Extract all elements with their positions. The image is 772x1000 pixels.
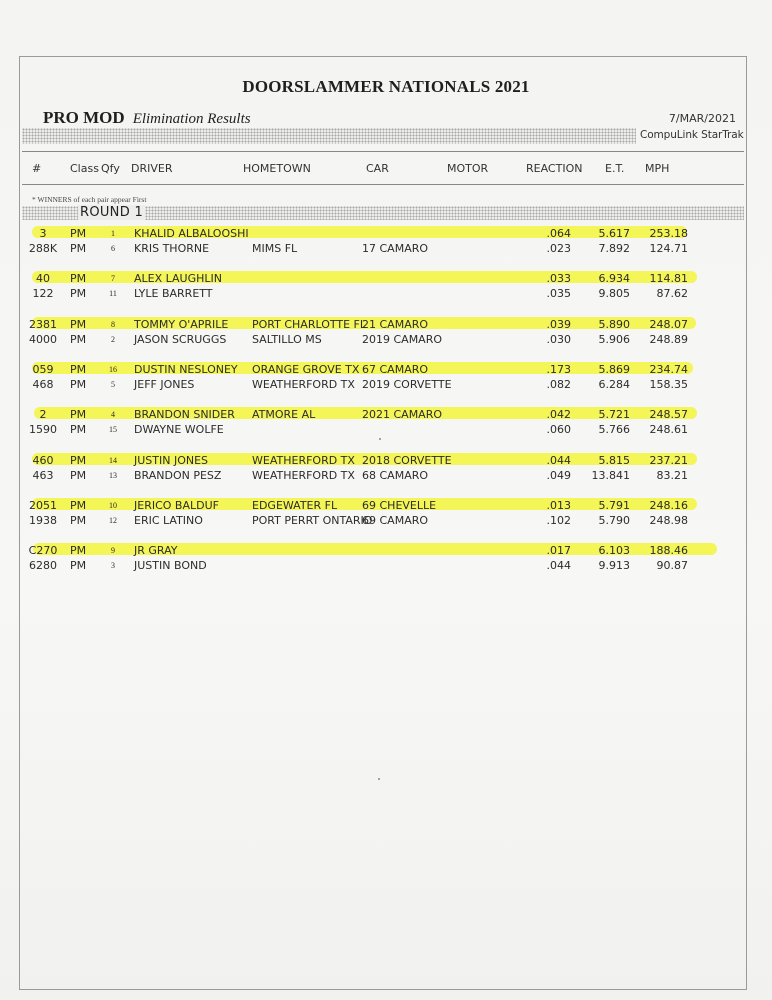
row-mph: 248.98 <box>649 514 688 527</box>
row-reaction: .044 <box>546 559 571 572</box>
row-hometown: PORT PERRT ONTARIO <box>252 514 373 527</box>
row-driver: ERIC LATINO <box>134 514 203 527</box>
row-et: 5.790 <box>598 514 630 527</box>
row-num: 2051 <box>29 499 57 512</box>
row-reaction: .039 <box>546 318 571 331</box>
row-num: 288K <box>28 242 58 255</box>
row-reaction: .102 <box>546 514 571 527</box>
row-cls: PM <box>70 423 87 436</box>
row-cls: PM <box>70 287 87 300</box>
row-et: 13.841 <box>591 469 630 482</box>
row-mph: 248.57 <box>649 408 688 421</box>
row-num: 1938 <box>29 514 57 527</box>
row-num: 1590 <box>29 423 57 436</box>
row-cls: PM <box>70 242 87 255</box>
row-mph: 237.21 <box>649 454 688 467</box>
row-car: 2019 CORVETTE <box>362 378 452 391</box>
row-et: 5.890 <box>598 318 630 331</box>
row-mph: 248.61 <box>649 423 688 436</box>
row-cls: PM <box>70 469 87 482</box>
column-header: DRIVER <box>131 162 173 175</box>
page-title: DOORSLAMMER NATIONALS 2021 <box>242 77 530 96</box>
row-et: 7.892 <box>598 242 630 255</box>
row-mph: 248.89 <box>649 333 688 346</box>
row-hometown: WEATHERFORD TX <box>252 378 355 391</box>
row-num: 3 <box>39 227 47 240</box>
row-reaction: .017 <box>546 544 571 557</box>
row-num: 059 <box>32 363 54 376</box>
row-mph: 158.35 <box>649 378 688 391</box>
winner-highlight <box>32 271 697 283</box>
row-cls: PM <box>70 378 87 391</box>
row-reaction: .173 <box>546 363 571 376</box>
row-car: 2021 CAMARO <box>362 408 443 421</box>
row-et: 9.805 <box>598 287 630 300</box>
row-qfy: 3 <box>111 561 115 570</box>
row-reaction: .023 <box>546 242 571 255</box>
row-num: 6280 <box>29 559 57 572</box>
row-mph: 248.07 <box>649 318 688 331</box>
column-header: REACTION <box>526 162 583 175</box>
column-header: E.T. <box>605 162 625 175</box>
column-header: # <box>32 162 42 175</box>
row-reaction: .060 <box>546 423 571 436</box>
row-mph: 124.71 <box>649 242 688 255</box>
row-et: 5.815 <box>598 454 630 467</box>
row-car: 68 CAMARO <box>362 469 429 482</box>
row-et: 5.617 <box>598 227 630 240</box>
column-header: MOTOR <box>447 162 489 175</box>
event-date: 7/MAR/2021 <box>668 112 736 125</box>
row-reaction: .035 <box>546 287 571 300</box>
row-num: 2381 <box>29 318 57 331</box>
row-et: 6.103 <box>598 544 630 557</box>
row-driver: LYLE BARRETT <box>134 287 213 300</box>
row-qfy: 10 <box>109 501 117 510</box>
row-qfy: 15 <box>109 425 117 434</box>
row-num: C270 <box>28 544 58 557</box>
column-header: MPH <box>645 162 670 175</box>
row-cls: PM <box>70 559 87 572</box>
row-hometown: WEATHERFORD TX <box>252 469 355 482</box>
row-qfy: 16 <box>109 365 117 374</box>
row-hometown: SALTILLO MS <box>252 333 322 346</box>
row-car: 67 CAMARO <box>362 363 429 376</box>
row-qfy: 6 <box>111 244 115 253</box>
row-cls: PM <box>70 499 87 512</box>
row-qfy: 2 <box>111 335 115 344</box>
header-rule-bottom <box>22 184 744 185</box>
winners-note: * WINNERS of each pair appear First <box>32 195 147 204</box>
row-reaction: .082 <box>546 378 571 391</box>
row-mph: 114.81 <box>649 272 688 285</box>
row-et: 9.913 <box>598 559 630 572</box>
class-name: PRO MOD <box>43 108 125 127</box>
row-driver: DUSTIN NESLONEY <box>134 363 238 376</box>
row-reaction: .030 <box>546 333 571 346</box>
row-qfy: 5 <box>111 380 115 389</box>
timing-system: CompuLink StarTrak <box>640 129 744 141</box>
row-car: 69 CAMARO <box>362 514 429 527</box>
row-driver: BRANDON SNIDER <box>134 408 235 421</box>
row-hometown: PORT CHARLOTTE FL <box>252 318 367 331</box>
speck <box>379 438 381 440</box>
row-hometown: WEATHERFORD TX <box>252 454 355 467</box>
row-mph: 253.18 <box>649 227 688 240</box>
row-et: 5.791 <box>598 499 630 512</box>
round-label: ROUND 1 <box>80 205 144 220</box>
row-num: 40 <box>36 272 50 285</box>
row-car: 21 CAMARO <box>362 318 429 331</box>
row-cls: PM <box>70 454 87 467</box>
row-mph: 248.16 <box>649 499 688 512</box>
row-mph: 234.74 <box>649 363 688 376</box>
row-hometown: ATMORE AL <box>252 408 316 421</box>
row-car: 2019 CAMARO <box>362 333 443 346</box>
row-qfy: 4 <box>111 410 115 419</box>
row-et: 6.934 <box>598 272 630 285</box>
row-reaction: .044 <box>546 454 571 467</box>
row-cls: PM <box>70 514 87 527</box>
row-driver: JUSTIN JONES <box>134 454 209 467</box>
row-hometown: ORANGE GROVE TX <box>252 363 360 376</box>
row-et: 5.766 <box>598 423 630 436</box>
column-header: Class <box>70 162 99 175</box>
row-reaction: .064 <box>546 227 571 240</box>
row-qfy: 1 <box>111 229 115 238</box>
row-reaction: .033 <box>546 272 571 285</box>
header-rule-top <box>22 151 744 152</box>
row-car: 17 CAMARO <box>362 242 429 255</box>
row-driver: JERICO BALDUF <box>134 499 219 512</box>
column-header: CAR <box>366 162 389 175</box>
row-cls: PM <box>70 318 87 331</box>
row-driver: DWAYNE WOLFE <box>134 423 224 436</box>
row-driver: TOMMY O'APRILE <box>134 318 229 331</box>
row-car: 2018 CORVETTE <box>362 454 452 467</box>
column-header: Qfy <box>101 162 120 175</box>
row-qfy: 14 <box>109 456 117 465</box>
row-reaction: .013 <box>546 499 571 512</box>
row-qfy: 12 <box>109 516 117 525</box>
results-subtitle: Elimination Results <box>132 111 251 127</box>
row-driver: ALEX LAUGHLIN <box>134 272 222 285</box>
header-dot-band <box>22 128 636 144</box>
row-driver: JEFF JONES <box>134 378 195 391</box>
row-et: 5.869 <box>598 363 630 376</box>
row-et: 5.721 <box>598 408 630 421</box>
row-reaction: .042 <box>546 408 571 421</box>
row-qfy: 8 <box>111 320 115 329</box>
row-cls: PM <box>70 544 87 557</box>
row-driver: JUSTIN BOND <box>134 559 207 572</box>
row-driver: KHALID ALBALOOSHI <box>134 227 249 240</box>
row-num: 122 <box>32 287 54 300</box>
row-num: 460 <box>32 454 54 467</box>
row-hometown: MIMS FL <box>252 242 298 255</box>
row-num: 468 <box>32 378 54 391</box>
row-qfy: 7 <box>111 274 115 283</box>
row-qfy: 11 <box>109 289 117 298</box>
winner-highlight <box>32 226 687 238</box>
row-mph: 83.21 <box>656 469 688 482</box>
row-et: 6.284 <box>598 378 630 391</box>
class-subtitle <box>43 108 251 128</box>
column-header: HOMETOWN <box>243 162 311 175</box>
speck <box>378 778 380 780</box>
row-driver: BRANDON PESZ <box>134 469 222 482</box>
row-mph: 188.46 <box>649 544 688 557</box>
row-num: 463 <box>32 469 54 482</box>
row-qfy: 13 <box>109 471 117 480</box>
row-car: 69 CHEVELLE <box>362 499 437 512</box>
row-driver: KRIS THORNE <box>134 242 210 255</box>
row-cls: PM <box>70 363 87 376</box>
row-cls: PM <box>70 227 87 240</box>
row-et: 5.906 <box>598 333 630 346</box>
row-cls: PM <box>70 272 87 285</box>
row-driver: JASON SCRUGGS <box>134 333 227 346</box>
row-qfy: 9 <box>111 546 115 555</box>
row-mph: 90.87 <box>656 559 688 572</box>
row-num: 2 <box>39 408 47 421</box>
row-cls: PM <box>70 333 87 346</box>
row-hometown: EDGEWATER FL <box>252 499 338 512</box>
row-num: 4000 <box>29 333 57 346</box>
row-cls: PM <box>70 408 87 421</box>
row-driver: JR GRAY <box>134 544 178 557</box>
row-mph: 87.62 <box>656 287 688 300</box>
row-reaction: .049 <box>546 469 571 482</box>
